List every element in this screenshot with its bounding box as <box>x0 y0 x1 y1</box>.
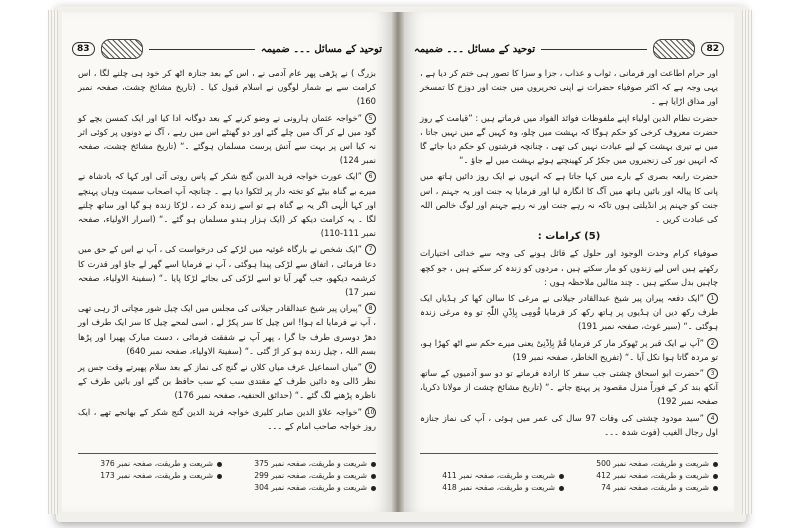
footnote <box>574 458 718 470</box>
running-title: توحید کے مسائل ۔۔۔ ضمیمہ <box>414 43 536 55</box>
paragraph-text: حضرت رابعہ بصری کے بارے میں کہا جاتا ہے کہ انہوں نے ایک روز دائیں ہاتھ میں پانی کا پیالہ اور بائیں ہاتھ میں آگ کا انگارہ لیا اور فرمایا یہ جنت اور یہ جہنم ، اس جنت کو جہنم پر انڈیلتی ہوں تاکہ نہ رہے جنت اور نہ رہے جہنم اور لوگ خالص اللہ کی عبادت کریں ۔ <box>420 171 718 225</box>
paragraph-text: ”میاں اسماعیل عرف میاں کلاں نے گنج کی نماز کے بعد سلام پھیرتے وقت جس پر نظر ڈالی وہ دائیں طرف کے مقتدی سب کے سب حافظ بن گئے اور بائیں طرف کے ناظرہ پڑھنے لگ گئے ۔“ (حدائق الحنفیہ، صفحہ نمبر 176) <box>78 362 376 401</box>
page-edges-left <box>48 10 58 514</box>
numbered-paragraph <box>78 405 376 433</box>
footnote-text: شریعت و طریقت، صفحہ نمبر 412 <box>596 471 709 480</box>
footnote <box>420 482 564 494</box>
footnote-text: شریعت و طریقت، صفحہ نمبر 173 <box>100 471 213 480</box>
paragraph-number: 3 <box>707 368 718 379</box>
numbered-paragraph <box>78 242 376 299</box>
footnote-text: شریعت و طریقت، صفحہ نمبر 500 <box>596 459 709 468</box>
footnote <box>420 470 564 482</box>
paragraph-text: ”پیران پیر شیخ عبدالقادر جیلانی کی مجلس میں ایک چیل شور مچاتی اڑ رہی تھی ، آپ نے فرمایا اے ہوا! اس چیل کا سر پکڑ لے ، اسی لمحے چیل کا سر ایک طرف اور دھڑ دوسری طرف جا گرا ، پھر آپ نے شفقت فرمائی ، دست مبارک پھیرا اور پڑھا بسم اللہ ، چیل زندہ ہو کر اڑ گئی ۔“ (سفینۃ الاولیاء، صفحہ نمبر 640) <box>78 303 376 356</box>
paragraph-number: 7 <box>365 244 376 255</box>
footnote <box>232 458 376 470</box>
page-number: 83 <box>72 42 95 56</box>
paragraph-text: ”خواجہ عثمان ہارونی نے وضو کرنے کے بعد دوگانہ ادا کیا اور ایک کمسن بچے کو گود میں لے کر آگ میں چلے گئے اور دو گھنٹے اس میں رہے ، آگ نے دونوں پر کوئی اثر نہ کیا اس پر بہت سے آتش پرست مسلمان ہوگئے ۔“ (تاریخ مشائخ چشت، صفحہ نمبر 124) <box>78 112 376 166</box>
ornament-icon <box>653 39 695 59</box>
numbered-paragraph <box>420 366 718 409</box>
footnote <box>78 458 222 470</box>
paragraph-text: ”ایک دفعہ پیران پیر شیخ عبدالقادر جیلانی نے مرغی کا سالن کھا کر ہڈیاں ایک طرف رکھ دیں ان ہڈیوں پر ہاتھ رکھ کر فرمایا قُومِی بِاِذْنِ اللّٰہِ تو وہ مرغی زندہ ہوگئی ۔“ (سیر غوث، صفحہ نمبر 191) <box>420 293 718 332</box>
ornament-icon <box>101 39 143 59</box>
bullet-icon <box>217 462 222 467</box>
bullet-icon <box>713 474 718 479</box>
left-page <box>62 12 392 512</box>
paragraph <box>420 169 718 226</box>
bullet-icon <box>371 462 376 467</box>
footnote <box>78 470 222 482</box>
bullet-icon <box>559 474 564 479</box>
book-spine <box>392 12 404 512</box>
footnote <box>574 482 718 494</box>
left-page-header <box>72 38 382 60</box>
footnote-text: شریعت و طریقت، صفحہ نمبر 375 <box>254 459 367 468</box>
paragraph-number: 1 <box>707 293 718 304</box>
paragraph-number: 9 <box>365 362 376 373</box>
paragraph-text: ”ایک شخص نے بارگاہ غوثیہ میں لڑکے کی درخواست کی ، آپ نے اس کے حق میں دعا فرمائی ، اتفاق سے لڑکی پیدا ہوگئی ، آپ نے فرمایا اسے گھر لے جاؤ اور قدرت کا کرشمہ دیکھو، جب گھر آیا تو اسے لڑکی کی بجائے لڑکا پایا ۔“ (سفینۃ الاولیاء، صفحہ نمبر 17) <box>78 244 376 298</box>
numbered-paragraph <box>420 336 718 364</box>
page-number: 82 <box>701 42 724 56</box>
bullet-icon <box>217 474 222 479</box>
paragraph-text: صوفیاء کرام وحدت الوجود اور حلول کے قائل ہونے کی وجہ سے خدائی اختیارات رکھتے ہیں اس لیے زندوں کو مار سکتے ہیں ، مردوں کو زندہ کر سکتے ہیں ، جو کچھ چاہیں بدل سکتے ہیں ۔ چند مثالیں ملاحظہ ہوں : <box>420 248 718 287</box>
bullet-icon <box>371 486 376 491</box>
footnote-text: شریعت و طریقت، صفحہ نمبر 418 <box>442 483 555 492</box>
paragraph-text: حضرت نظام الدین اولیاء اپنے ملفوظات فوائد الفواد میں فرماتے ہیں : ”قیامت کے روز حضرت معروف کرخی کو حکم ہوگا کہ بہشت میں چلو، وہ کہیں گے میں نہیں جاتا ، میں نے تیری بہشت کے لیے عبادت نہیں کی تھی ، چنانچہ فرشتوں کو حکم دیا جائے گا کہ انہیں نور کی زنجیروں میں جکڑ کر کھینچتے ہوئے بہشت میں لے جاؤ ۔“ <box>420 112 718 166</box>
numbered-paragraph <box>78 169 376 240</box>
numbered-paragraph <box>78 360 376 403</box>
right-footnotes <box>420 453 718 494</box>
running-title: توحید کے مسائل ۔۔۔ ضمیمہ <box>260 43 382 55</box>
left-page-body <box>78 66 376 435</box>
footnote-text: شریعت و طریقت، صفحہ نمبر 304 <box>254 483 367 492</box>
paragraph-number: 10 <box>366 408 375 416</box>
paragraph-text: اور حرام اطاعت اور فرمانی ، ثواب و عذاب ، جزا و سزا کا تصور ہی ختم کر دیا ہے ، یہی وجہ ہے کہ اکثر صوفیاء حضرات نے اپنی تحریروں میں جنت اور دوزخ کا تمسخر اور مذاق اڑایا ہے ۔ <box>420 68 718 107</box>
paragraph-number: 2 <box>707 338 718 349</box>
paragraph-number: 8 <box>365 303 376 314</box>
bullet-icon <box>371 474 376 479</box>
paragraph-text: بزرگ ) نے پڑھی پھر عام آدمی نے ، اس کے بعد جنازہ اٹھ کر خود ہی چلنے لگا ، اس کرامت سے بے شمار لوگوں نے اسلام قبول کیا ۔ (تاریخ مشائخ چشت، صفحہ نمبر 160) <box>78 68 376 107</box>
bullet-icon <box>713 486 718 491</box>
paragraph <box>78 66 376 109</box>
paragraph-text: ”خواجہ علاؤ الدین صابر کلیری خواجہ فرید الدین گنج شکر کے بھانجے تھے ، ایک روز خواجہ صاحب امام کے ۔۔۔ <box>78 406 376 431</box>
paragraph-text: ”حضرت ابو اسحاق چشتی جب سفر کا ارادہ فرماتے تو دو سو آدمیوں کے ساتھ آنکھ بند کر کے فوراً منزل مقصود پر پہنچ جاتے ۔“ (تاریخ مشائخ چشت از مولانا ذکریا، صفحہ نمبر 192) <box>420 368 718 407</box>
footnote-text: شریعت و طریقت، صفحہ نمبر 376 <box>100 459 213 468</box>
bullet-icon <box>713 462 718 467</box>
numbered-paragraph <box>78 111 376 168</box>
right-page-body <box>420 66 718 441</box>
section-heading: (5) کرامات : <box>537 231 601 243</box>
left-footnotes <box>78 453 376 494</box>
numbered-paragraph <box>78 301 376 358</box>
numbered-paragraph <box>420 291 718 334</box>
paragraph-text: ”سید مودود چشتی کی وفات 97 سال کی عمر میں ہوئی ، آپ کی نماز جنازہ اول رجال الغیب (فوت شدہ ۔۔۔ <box>420 412 718 437</box>
bullet-icon <box>559 486 564 491</box>
footnote <box>232 470 376 482</box>
numbered-paragraph <box>420 411 718 439</box>
footnote <box>574 470 718 482</box>
footnote <box>232 482 376 494</box>
footnote <box>420 458 564 470</box>
paragraph-number: 4 <box>707 413 718 424</box>
paragraph <box>420 246 718 289</box>
paragraph-text: ”ایک عورت خواجہ فرید الدین گنج شکر کے پاس روتی آئی اور کہا کہ بادشاہ نے میرے بے گناہ بیٹے کو تختہ دار پر لٹکوا دیا ہے ۔ چنانچہ آپ اصحاب سمیت وہاں پہنچے اور کہا الٰہی اگر یہ بے گناہ ہے تو اسے زندہ کر دے ، لڑکا زندہ ہو گیا اور ساتھ چلنے لگا ۔ یہ کرامت دیکھ کر (ایک ہزار ہندو مسلمان ہو گئے ۔“ (اسرار الاولیاء، صفحہ نمبر 111-110) <box>78 171 376 239</box>
header-rule <box>541 49 647 50</box>
right-page <box>404 12 734 512</box>
footnote-text: شریعت و طریقت، صفحہ نمبر 411 <box>442 471 555 480</box>
paragraph-number: 5 <box>365 113 376 124</box>
footnote-text: شریعت و طریقت، صفحہ نمبر 299 <box>254 471 367 480</box>
header-rule <box>149 49 255 50</box>
footnote-text: شریعت و طریقت، صفحہ نمبر 74 <box>601 483 709 492</box>
paragraph <box>420 111 718 168</box>
page-edges-right <box>742 10 752 514</box>
right-page-header <box>414 38 724 60</box>
paragraph-number: 6 <box>365 171 376 182</box>
paragraph <box>420 66 718 109</box>
paragraph-text: ”آپ نے ایک قبر پر ٹھوکر مار کر فرمایا قُمْ بِاِذْنِیْ یعنی میرے حکم سے اٹھ کھڑا ہو، تو مردہ گاتا ہوا نکل آیا ۔“ (تفریح الخاطر، صفحہ نمبر 19) <box>420 337 718 362</box>
